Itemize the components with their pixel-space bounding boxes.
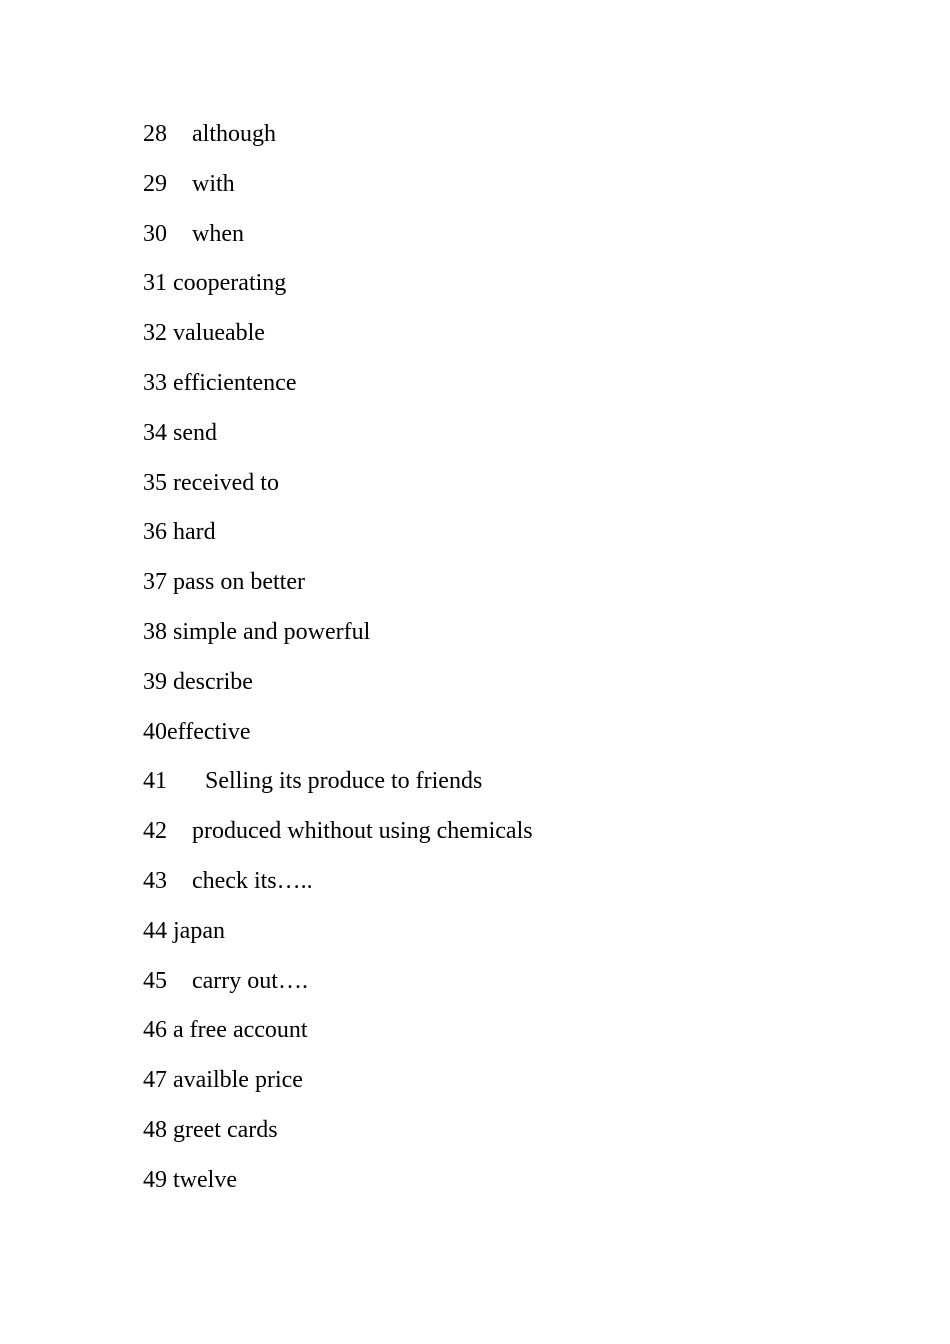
answer-text: japan xyxy=(173,917,225,944)
answer-text: carry out…. xyxy=(192,967,308,994)
answer-text: valueable xyxy=(173,320,265,347)
answer-line xyxy=(143,564,533,614)
answer-number: 46 xyxy=(143,1017,167,1044)
answer-line xyxy=(143,1162,533,1212)
answer-number: 28 xyxy=(143,121,167,147)
answer-number: 47 xyxy=(143,1067,167,1094)
answer-number: 31 xyxy=(143,270,167,297)
answer-text: received to xyxy=(173,469,279,496)
answer-number: 32 xyxy=(143,320,167,347)
answer-line xyxy=(143,714,533,764)
answer-line xyxy=(143,614,533,664)
answer-text: pass on better xyxy=(173,569,305,596)
answer-number: 30 xyxy=(143,220,167,247)
answer-number: 41 xyxy=(143,768,167,795)
answer-line xyxy=(143,1112,533,1162)
answer-text: greet cards xyxy=(173,1116,278,1143)
answer-text: availble price xyxy=(173,1067,303,1094)
answer-line xyxy=(143,415,533,465)
answer-number: 35 xyxy=(143,469,167,496)
answer-line xyxy=(143,813,533,863)
answer-text: cooperating xyxy=(173,270,287,297)
answer-number: 44 xyxy=(143,917,167,944)
answer-number: 49 xyxy=(143,1166,167,1193)
answer-number: 38 xyxy=(143,618,167,645)
answer-number: 29 xyxy=(143,170,167,197)
answer-number: 39 xyxy=(143,668,167,695)
answer-line xyxy=(143,913,533,963)
answer-number: 36 xyxy=(143,519,167,546)
answer-line xyxy=(143,1062,533,1112)
answer-text: effective xyxy=(167,718,251,745)
answer-text: check its….. xyxy=(192,867,313,894)
answer-number: 40 xyxy=(143,718,167,745)
answer-number: 45 xyxy=(143,967,167,994)
answer-text: with xyxy=(192,170,235,197)
answer-line xyxy=(143,365,533,415)
answer-number: 43 xyxy=(143,867,167,894)
answer-text: a free account xyxy=(173,1017,308,1044)
answer-line xyxy=(143,265,533,315)
answer-line xyxy=(143,664,533,714)
answer-line xyxy=(143,963,533,1013)
answer-text: efficientence xyxy=(173,369,297,396)
answer-number: 48 xyxy=(143,1116,167,1143)
answer-line xyxy=(143,863,533,913)
answer-text: twelve xyxy=(173,1166,237,1193)
answer-line xyxy=(143,315,533,365)
answer-line xyxy=(143,216,533,266)
answer-number: 34 xyxy=(143,419,167,446)
answer-list xyxy=(143,116,533,1212)
answer-text: when xyxy=(192,220,244,247)
answer-line xyxy=(143,763,533,813)
answer-line xyxy=(143,465,533,515)
answer-text: simple and powerful xyxy=(173,618,371,645)
answer-line xyxy=(143,514,533,564)
answer-number: 42 xyxy=(143,818,167,845)
answer-text: produced whithout using chemicals xyxy=(192,818,533,845)
answer-number: 37 xyxy=(143,569,167,596)
answer-text: send xyxy=(173,419,217,446)
answer-line xyxy=(143,116,533,166)
answer-text: Selling its produce to friends xyxy=(205,768,483,795)
answer-number: 33 xyxy=(143,369,167,396)
answer-text: although xyxy=(192,121,276,147)
answer-text: hard xyxy=(173,519,216,546)
answer-line xyxy=(143,166,533,216)
answer-text: describe xyxy=(173,668,253,695)
answer-line xyxy=(143,1012,533,1062)
